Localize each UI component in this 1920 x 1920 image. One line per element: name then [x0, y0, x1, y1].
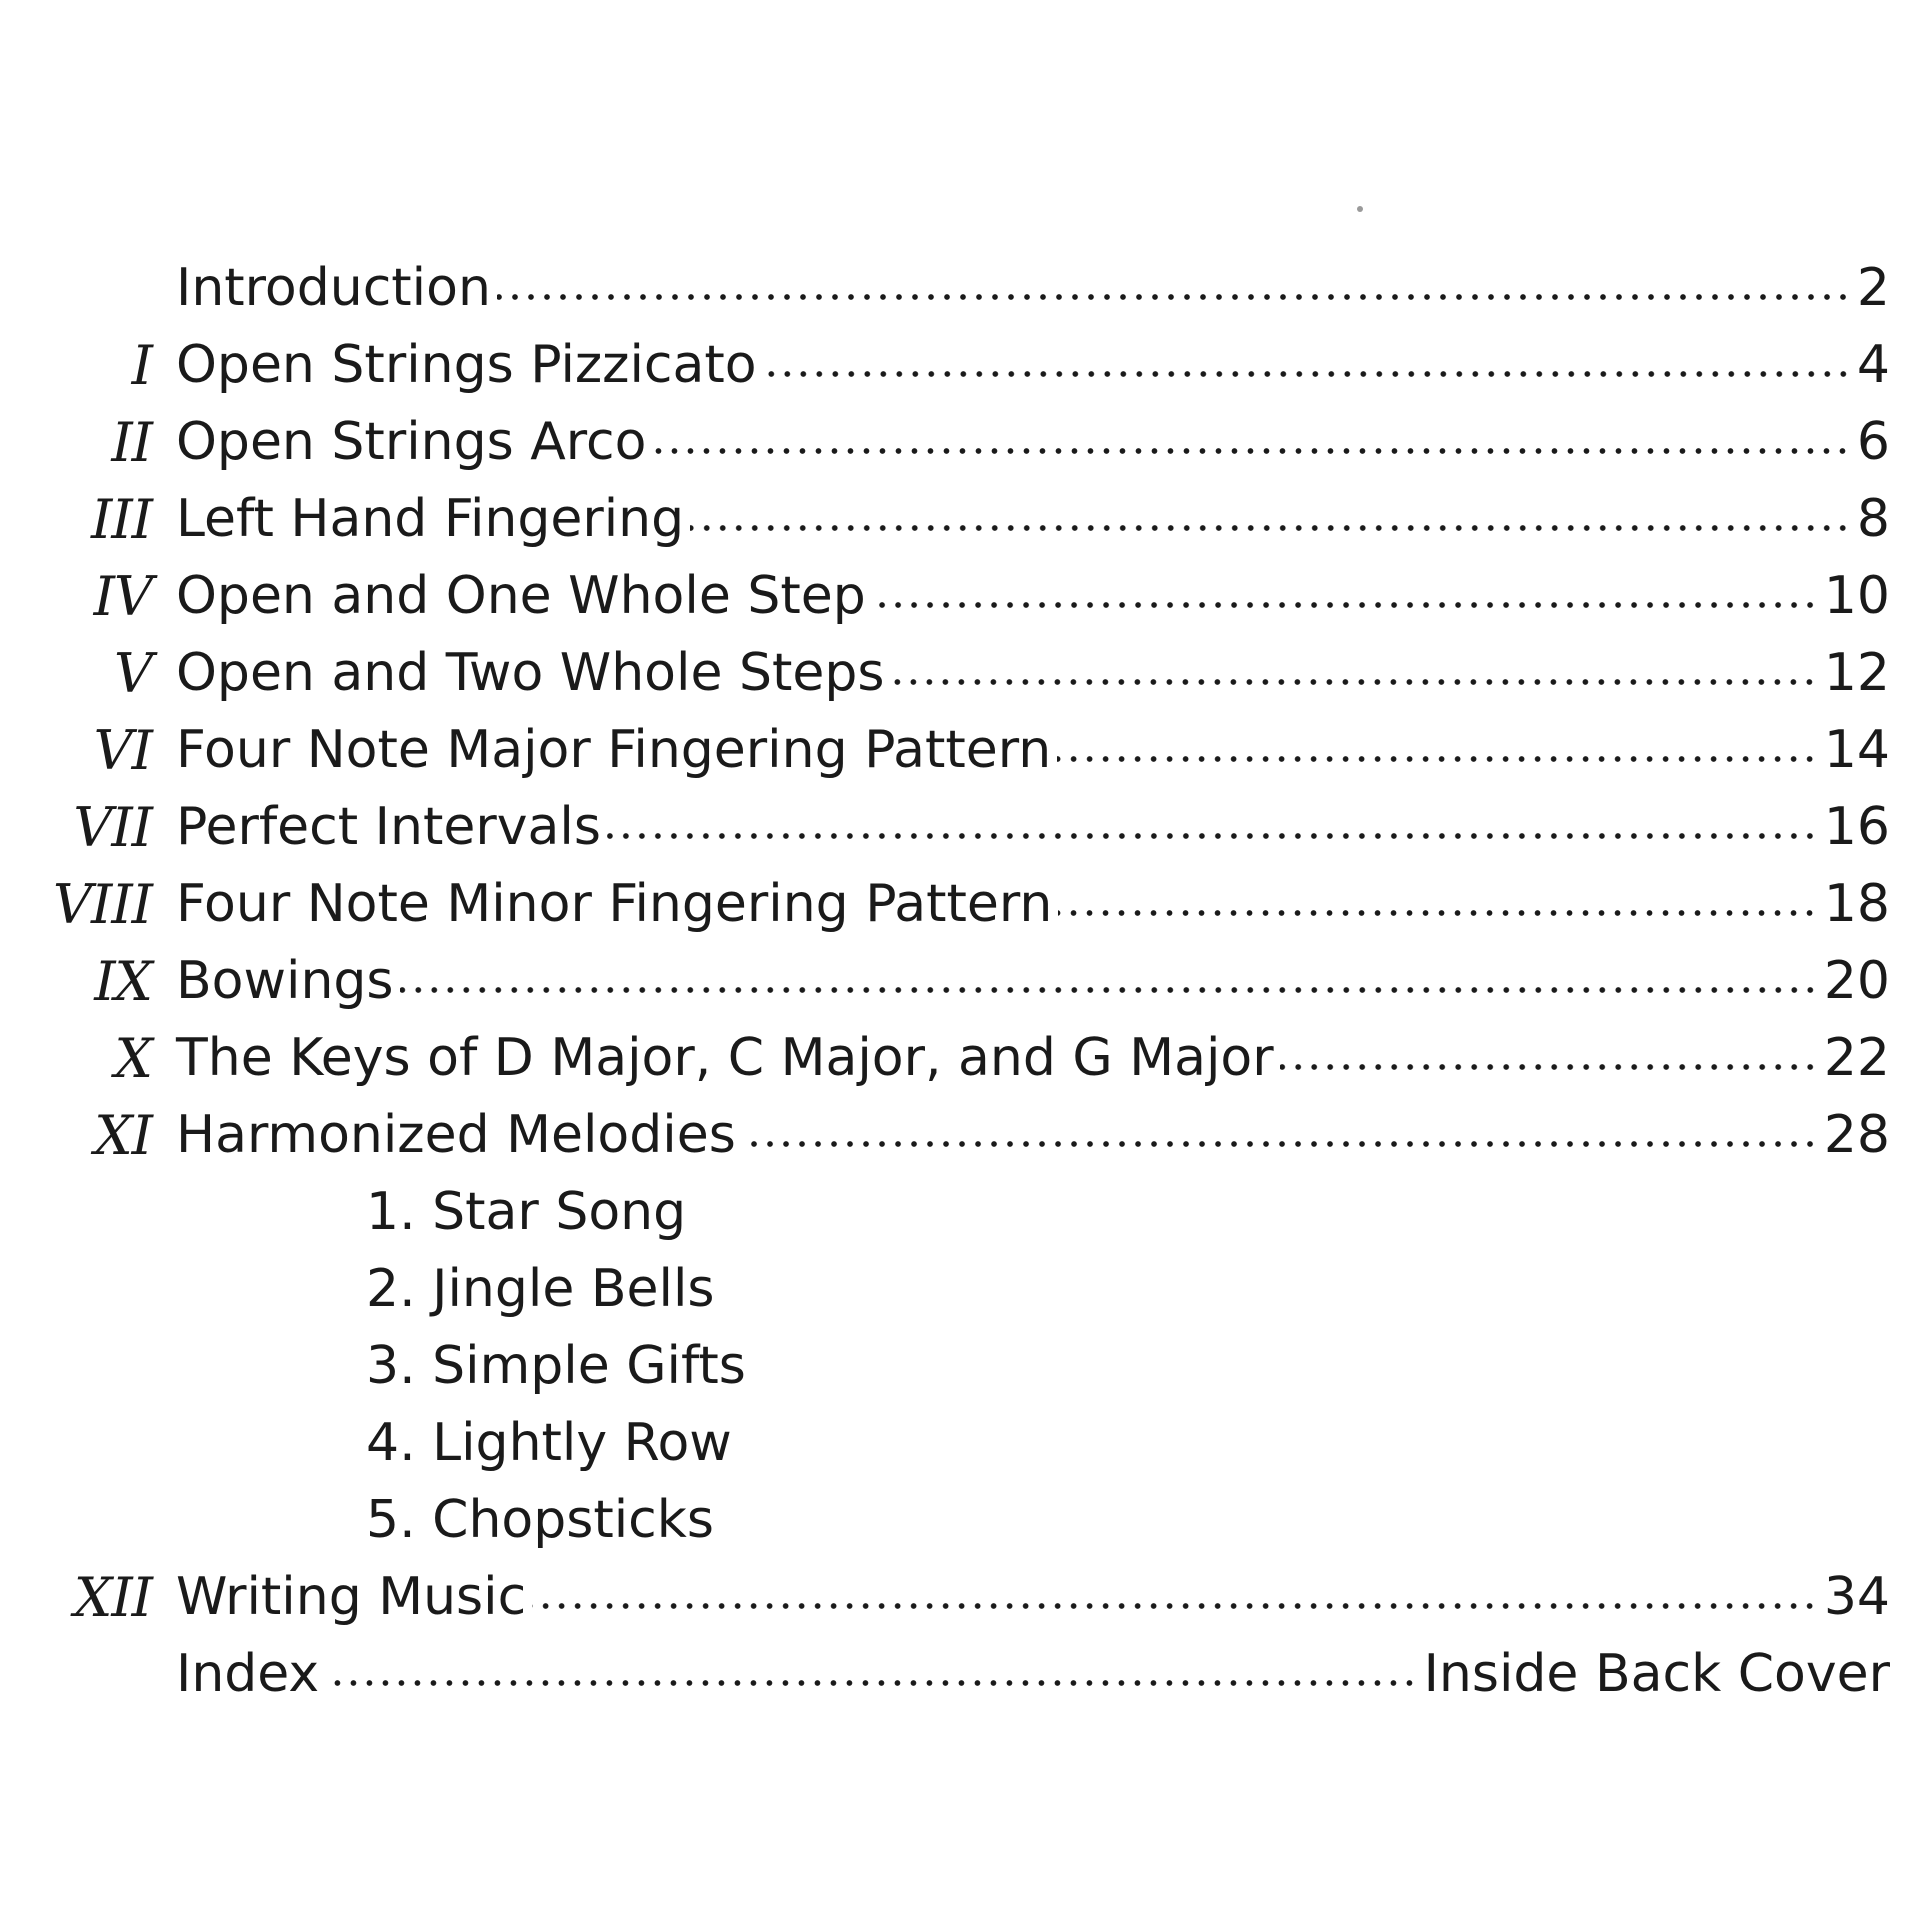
toc-entry-open-and-two-whole-steps[interactable] [0, 635, 1920, 712]
dot-leader [1280, 1061, 1818, 1073]
toc-entry-open-strings-pizzicato[interactable] [0, 327, 1920, 404]
toc-page-number: 10 [1823, 566, 1890, 626]
dot-leader [872, 599, 1818, 611]
toc-entry-left-hand-fingering[interactable] [0, 481, 1920, 558]
toc-page-number: 34 [1823, 1567, 1890, 1627]
toc-numeral: X [114, 1027, 152, 1090]
dot-leader [1057, 753, 1818, 765]
toc-subentry[interactable] [0, 1405, 1920, 1482]
table-of-contents [0, 250, 1920, 1713]
toc-page-number: 6 [1856, 412, 1890, 472]
toc-entry-harmonized-melodies[interactable] [0, 1097, 1920, 1174]
toc-subentry-label: 4. Lightly Row [366, 1413, 732, 1473]
toc-numeral: VI [93, 719, 152, 782]
toc-page-number: 20 [1823, 951, 1890, 1011]
toc-page-number: Inside Back Cover [1423, 1644, 1890, 1704]
dot-leader [742, 1138, 1818, 1150]
toc-title: Four Note Major Fingering Pattern [176, 720, 1052, 780]
toc-page-number: 8 [1856, 489, 1890, 549]
toc-title: Writing Music [176, 1567, 527, 1627]
toc-numeral: I [131, 334, 152, 397]
toc-page-number: 14 [1823, 720, 1890, 780]
toc-title: Introduction [176, 258, 491, 318]
dot-leader [497, 291, 1851, 303]
dot-leader [652, 445, 1850, 457]
toc-numeral: V [114, 642, 152, 705]
toc-title: Bowings [176, 951, 394, 1011]
toc-subentry[interactable] [0, 1174, 1920, 1251]
toc-entry-perfect-intervals[interactable] [0, 789, 1920, 866]
toc-title: The Keys of D Major, C Major, and G Major [176, 1028, 1274, 1088]
toc-page-number: 2 [1856, 258, 1890, 318]
toc-title: Index [176, 1644, 320, 1704]
dot-leader [690, 522, 1851, 534]
toc-title: Perfect Intervals [176, 797, 601, 857]
toc-numeral: XII [73, 1566, 152, 1629]
toc-entry-open-strings-arco[interactable] [0, 404, 1920, 481]
toc-entry-keys[interactable] [0, 1020, 1920, 1097]
toc-numeral: VII [73, 796, 152, 859]
toc-subentry-label: 3. Simple Gifts [366, 1336, 746, 1396]
toc-title: Open Strings Pizzicato [176, 335, 757, 395]
dot-leader [890, 676, 1817, 688]
toc-page-number: 22 [1823, 1028, 1890, 1088]
toc-entry-open-and-one-whole-step[interactable] [0, 558, 1920, 635]
toc-subentry[interactable] [0, 1251, 1920, 1328]
toc-title: Four Note Minor Fingering Pattern [176, 874, 1053, 934]
toc-entry-writing-music[interactable] [0, 1559, 1920, 1636]
toc-subentry-label: 2. Jingle Bells [366, 1259, 715, 1319]
dot-leader [763, 368, 1851, 380]
toc-page-number: 16 [1823, 797, 1890, 857]
dot-leader [607, 830, 1818, 842]
toc-entry-bowings[interactable] [0, 943, 1920, 1020]
toc-numeral: III [91, 488, 152, 551]
toc-title: Open and Two Whole Steps [176, 643, 885, 703]
toc-numeral: II [111, 411, 152, 474]
toc-numeral: XI [94, 1104, 152, 1167]
toc-entry-four-note-major[interactable] [0, 712, 1920, 789]
toc-entry-introduction[interactable] [0, 250, 1920, 327]
toc-subentry-label: 5. Chopsticks [366, 1490, 714, 1550]
toc-numeral: IX [94, 950, 152, 1013]
toc-entry-index[interactable] [0, 1636, 1920, 1713]
toc-page-number: 28 [1823, 1105, 1890, 1165]
toc-title: Harmonized Melodies [176, 1105, 736, 1165]
toc-subentry[interactable] [0, 1482, 1920, 1559]
toc-title: Left Hand Fingering [176, 489, 685, 549]
toc-subentry[interactable] [0, 1328, 1920, 1405]
toc-numeral: VIII [53, 873, 152, 936]
dot-leader [532, 1600, 1818, 1612]
dot-leader [325, 1677, 1417, 1689]
dot-leader [1058, 907, 1818, 919]
toc-title: Open Strings Arco [176, 412, 647, 472]
toc-page-number: 12 [1823, 643, 1890, 703]
toc-entry-four-note-minor[interactable] [0, 866, 1920, 943]
paper-speck [1357, 206, 1363, 212]
toc-page-number: 4 [1856, 335, 1890, 395]
toc-numeral: IV [93, 565, 152, 628]
toc-subentry-label: 1. Star Song [366, 1182, 687, 1242]
toc-title: Open and One Whole Step [176, 566, 866, 626]
toc-page-number: 18 [1823, 874, 1890, 934]
dot-leader [400, 984, 1818, 996]
